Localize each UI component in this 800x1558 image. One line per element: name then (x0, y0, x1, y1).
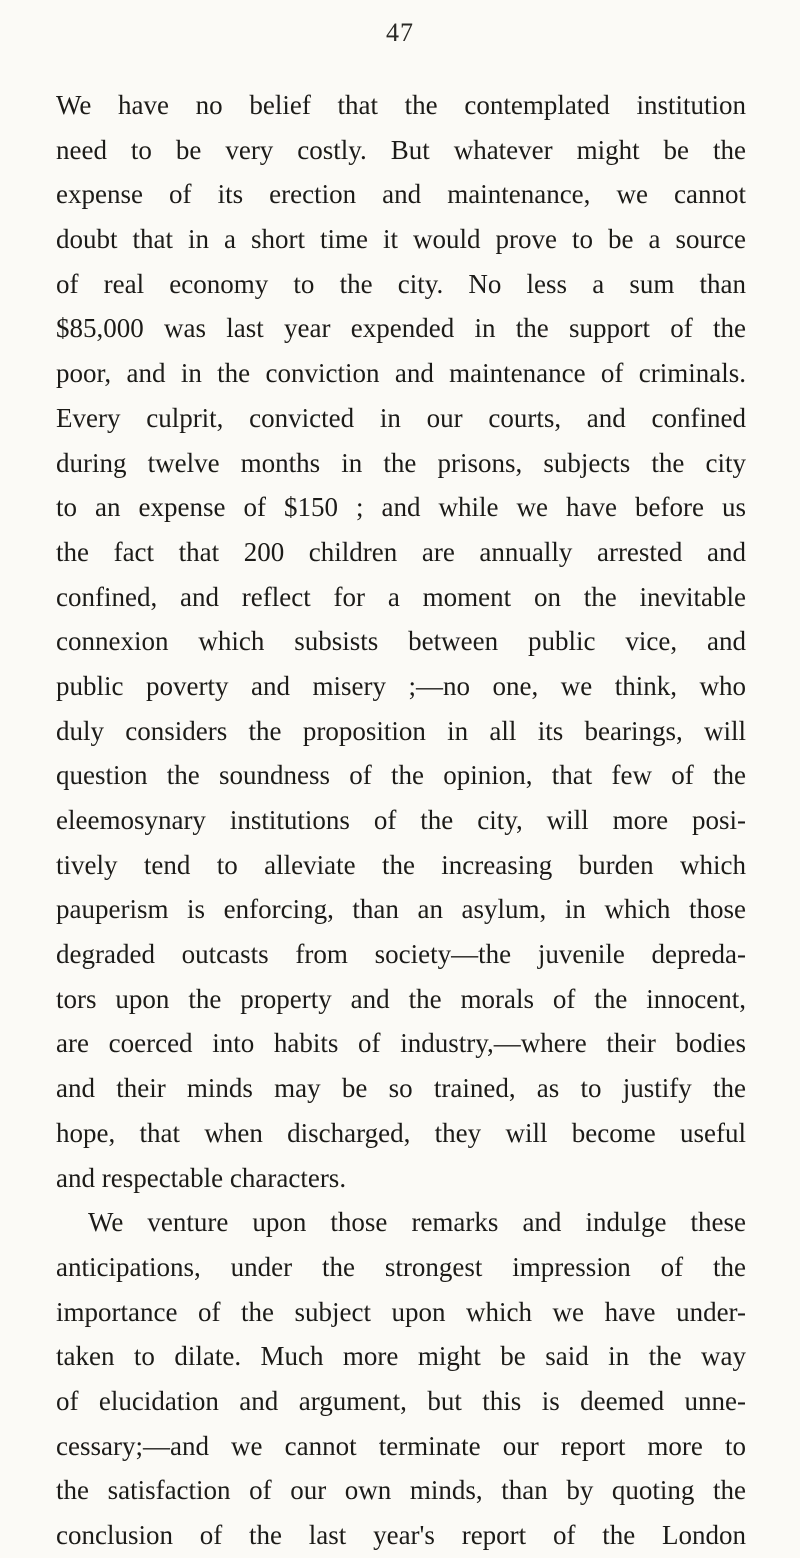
text-line: connexion which subsists between public vice, and (56, 626, 746, 657)
text-line: poor, and in the conviction and maintenance of criminals. (56, 358, 746, 389)
body-text (56, 83, 746, 1558)
text-line: question the soundness of the opinion, that few of the (56, 760, 746, 791)
text-line: taken to dilate. Much more might be said in the way (56, 1341, 746, 1372)
text-line: are coerced into habits of industry,—where their bodies (56, 1028, 746, 1059)
text-line: public poverty and misery ;—no one, we think, who (56, 670, 746, 701)
text-line: and respectable characters. (56, 1162, 347, 1193)
text-line: duly considers the proposition in all its bearings, will (56, 715, 746, 746)
text-line: anticipations, under the strongest impression of the (56, 1251, 746, 1282)
text-line: confined, and reflect for a moment on the inevitable (56, 581, 746, 612)
text-line: importance of the subject upon which we have under- (56, 1296, 746, 1327)
text-line: of real economy to the city. No less a sum than (56, 268, 746, 299)
text-line: $85,000 was last year expended in the support of the (56, 313, 746, 344)
text-line: eleemosynary institutions of the city, will more posi- (56, 805, 746, 835)
text-line: and their minds may be so trained, as to justify the (56, 1073, 746, 1104)
page-number: 47 (386, 18, 414, 47)
text-line: doubt that in a short time it would prove to be a source (56, 224, 746, 255)
text-line: of elucidation and argument, but this is deemed unne- (56, 1385, 746, 1416)
text-line: We have no belief that the contemplated institution (56, 90, 746, 120)
text-line: We venture upon those remarks and indulge these (88, 1207, 746, 1238)
text-line: tively tend to alleviate the increasing burden which (56, 849, 746, 880)
text-line: to an expense of $150 ; and while we have before us (56, 492, 746, 523)
text-line: the satisfaction of our own minds, than by quoting the (56, 1475, 746, 1506)
text-line: cessary;—and we cannot terminate our report more to (56, 1430, 746, 1461)
text-line: degraded outcasts from society—the juvenile depreda- (56, 939, 746, 970)
text-line: conclusion of the last year's report of the London (56, 1520, 746, 1550)
text-line: need to be very costly. But whatever might be the (56, 134, 746, 165)
text-line: during twelve months in the prisons, subjects the city (56, 447, 746, 478)
text-line: hope, that when discharged, they will become useful (56, 1117, 746, 1148)
text-line: pauperism is enforcing, than an asylum, in which those (56, 894, 746, 925)
text-line: tors upon the property and the morals of the innocent, (56, 983, 746, 1014)
text-line: expense of its erection and maintenance, we cannot (56, 179, 746, 210)
text-line: the fact that 200 children are annually arrested and (56, 536, 746, 567)
text-line: Every culprit, convicted in our courts, and confined (56, 402, 746, 433)
